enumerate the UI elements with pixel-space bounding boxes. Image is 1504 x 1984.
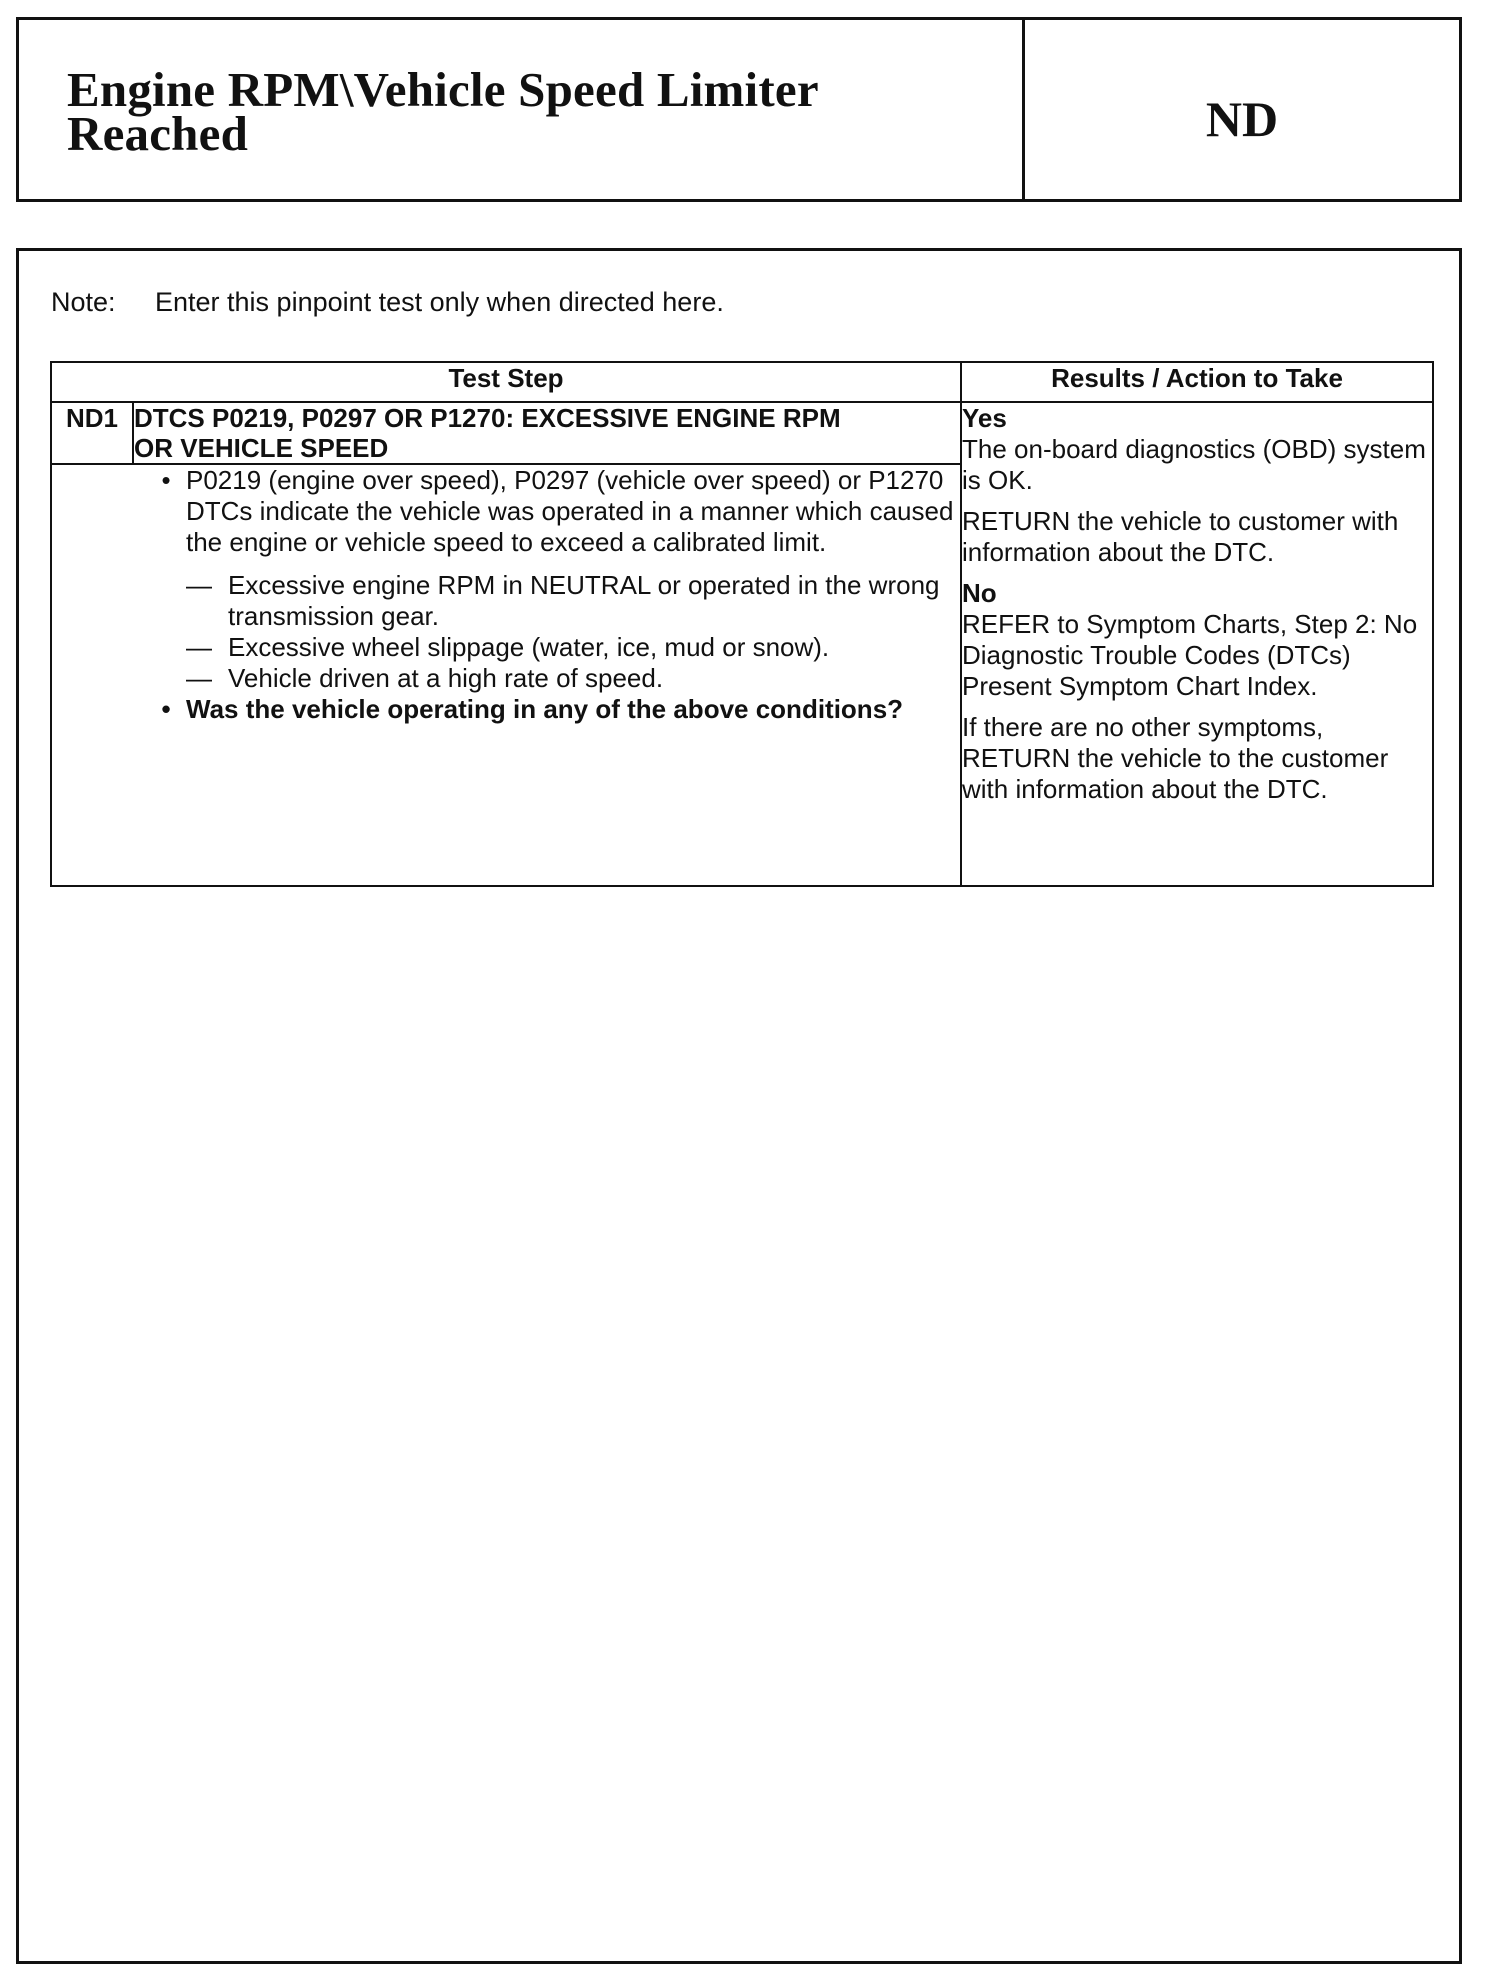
title-line-1: Engine RPM\Vehicle Speed Limiter bbox=[67, 62, 819, 117]
test-code: ND bbox=[1205, 91, 1279, 147]
bullet-icon: • bbox=[161, 694, 171, 724]
header-box bbox=[16, 17, 1462, 202]
yes-label: Yes bbox=[962, 403, 1007, 433]
bullet-icon: • bbox=[161, 465, 171, 495]
list-item bbox=[186, 632, 960, 663]
title-line-2: Reached bbox=[67, 106, 249, 161]
dash-text: Vehicle driven at a high rate of speed. bbox=[228, 663, 664, 693]
results-cell bbox=[961, 402, 1433, 886]
dash-icon: — bbox=[186, 570, 212, 600]
no-label: No bbox=[962, 578, 997, 608]
dash-icon: — bbox=[186, 632, 212, 662]
header-test-step: Test Step bbox=[51, 362, 961, 402]
no-text-1: REFER to Symptom Charts, Step 2: No Diagnostic Trouble Codes (DTCs) Present Symptom Chart Index. bbox=[962, 609, 1418, 701]
note bbox=[51, 287, 724, 318]
bullet-item bbox=[146, 465, 960, 558]
yes-text-1: The on-board diagnostics (OBD) system is OK. bbox=[962, 434, 1426, 495]
dash-icon: — bbox=[186, 663, 212, 693]
list-item bbox=[186, 570, 960, 632]
test-step-table bbox=[50, 361, 1434, 887]
no-text-2: If there are no other symptoms, RETURN the vehicle to the customer with information about the DTC. bbox=[962, 712, 1389, 804]
dash-text: Excessive engine RPM in NEUTRAL or operated in the wrong transmission gear. bbox=[228, 570, 940, 631]
step-title-line-2: OR VEHICLE SPEED bbox=[134, 433, 389, 463]
step-id: ND1 bbox=[51, 402, 133, 464]
list-item bbox=[186, 663, 960, 694]
table-row bbox=[51, 402, 1433, 464]
dash-text: Excessive wheel slippage (water, ice, mud or snow). bbox=[228, 632, 830, 662]
question-text: Was the vehicle operating in any of the above conditions? bbox=[186, 694, 904, 724]
note-text: Enter this pinpoint test only when directed here. bbox=[155, 287, 724, 317]
note-label: Note: bbox=[51, 287, 116, 317]
bullet-text: P0219 (engine over speed), P0297 (vehicle over speed) or P1270 DTCs indicate the vehicle was operated in a manner which caused the engine or vehicle speed to exceed a calibrated limit. bbox=[186, 465, 954, 557]
step-title-line-1: DTCS P0219, P0297 OR P1270: EXCESSIVE ENGINE RPM bbox=[134, 403, 841, 433]
page-title bbox=[19, 20, 1025, 199]
yes-text-2: RETURN the vehicle to customer with information about the DTC. bbox=[962, 506, 1399, 567]
header-results: Results / Action to Take bbox=[961, 362, 1433, 402]
pinpoint-test-box bbox=[16, 248, 1462, 1964]
step-body bbox=[51, 464, 961, 886]
dash-list bbox=[186, 570, 960, 694]
table-header-row bbox=[51, 362, 1433, 402]
step-title bbox=[133, 402, 961, 464]
question-item bbox=[146, 694, 960, 725]
